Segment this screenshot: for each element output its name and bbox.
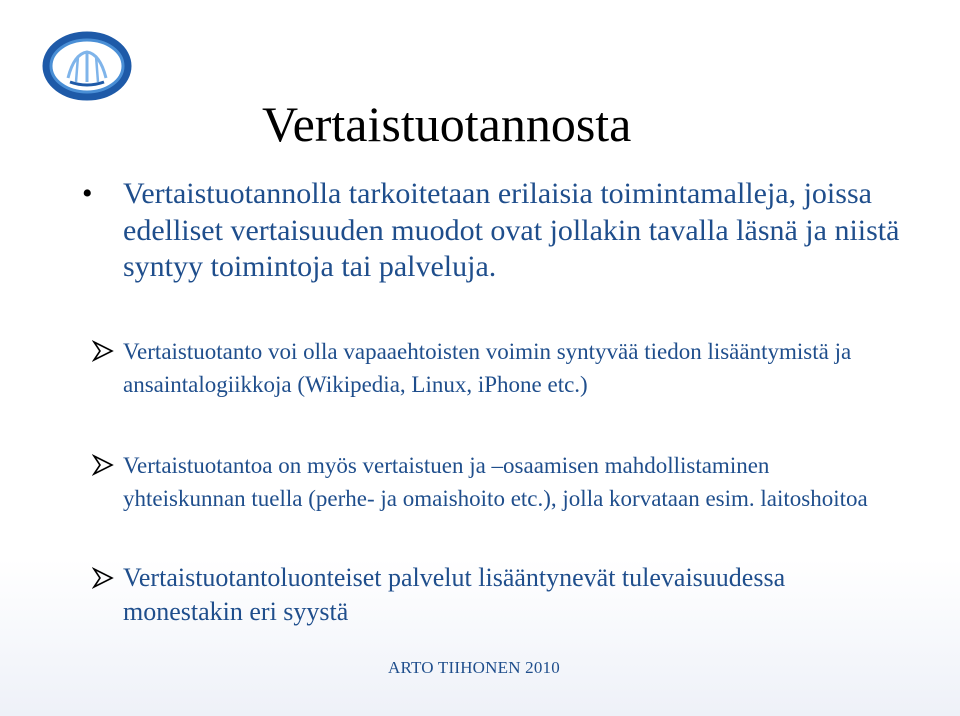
organization-logo-icon [40, 30, 134, 102]
sub-bullet-1 [92, 336, 892, 401]
sub-bullet-3 [92, 561, 892, 628]
arrowhead-bullet-icon [92, 454, 114, 476]
bullet-dot-icon: • [82, 177, 93, 210]
slide-title: Vertaistuotannosta [262, 96, 632, 152]
arrowhead-bullet-icon [92, 340, 114, 362]
sub-bullet-2 [92, 450, 892, 515]
sub-bullet-3-text: Vertaistuotantoluonteiset palvelut lisääntynevät tulevaisuudessa monestakin eri syystä [123, 563, 786, 626]
footer-author: ARTO TIIHONEN 2010 [388, 658, 560, 677]
arrowhead-bullet-icon [92, 567, 114, 589]
main-bullet [82, 176, 902, 286]
sub-bullet-1-text: Vertaistuotanto voi olla vapaaehtoisten voimin syntyvää tiedon lisääntymistä ja ansaintalogiikkoja (Wikipedia, Linux, iPhone etc.) [123, 339, 852, 397]
sub-bullet-2-text: Vertaistuotantoa on myös vertaistuen ja –osaamisen mahdollistaminen yhteiskunnan tuella (perhe- ja omaishoito etc.), jolla korvataan esim. laitoshoitoa [123, 453, 868, 511]
main-bullet-text: Vertaistuotannolla tarkoitetaan erilaisia toimintamalleja, joissa edelliset vertaisuuden muodot ovat jollakin tavalla läsnä ja niistä syntyy toimintoja tai palveluja. [123, 177, 900, 283]
